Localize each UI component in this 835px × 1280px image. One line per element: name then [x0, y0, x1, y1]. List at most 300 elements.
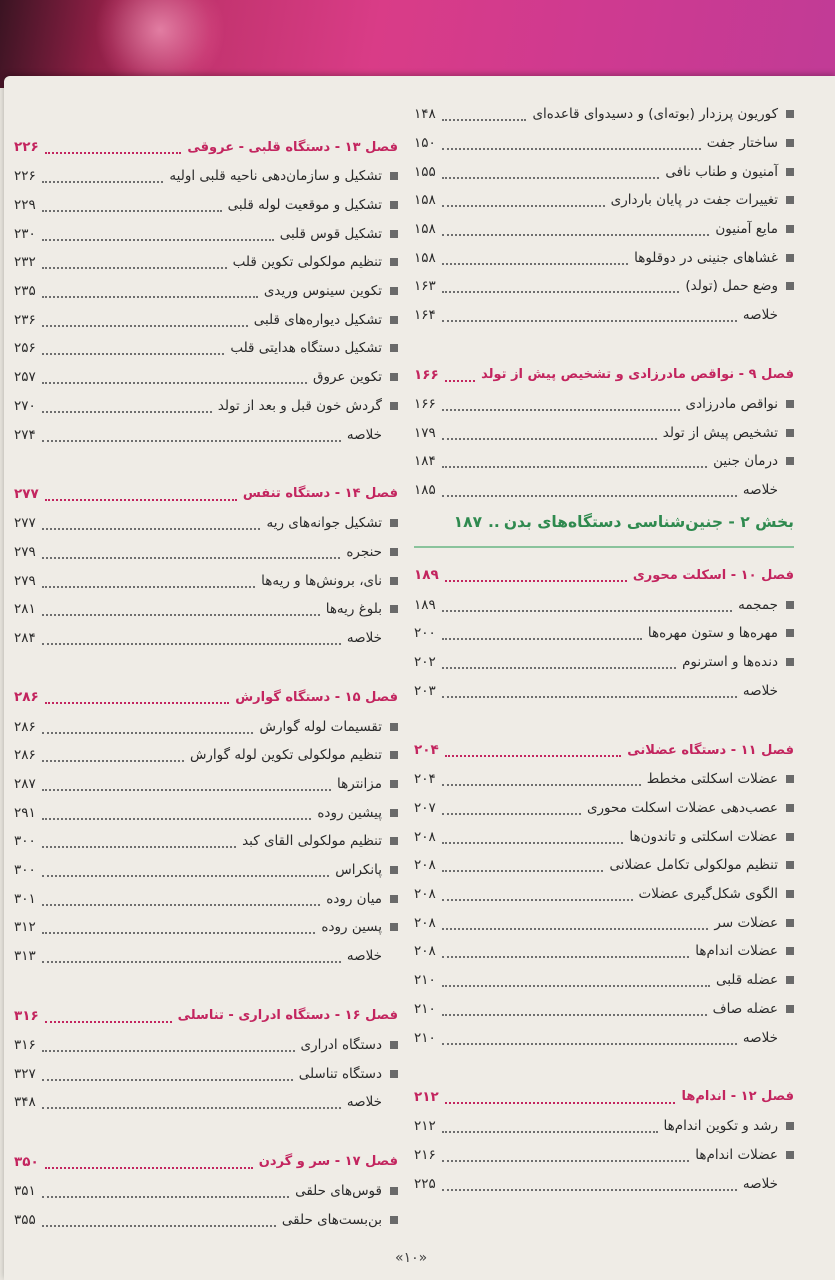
square-bullet-icon	[390, 548, 398, 556]
dot-leader	[442, 956, 689, 958]
square-bullet-icon	[786, 804, 794, 812]
toc-entry[interactable]	[414, 765, 794, 794]
dot-leader	[42, 846, 236, 848]
dot-leader	[442, 784, 641, 786]
dot-leader	[442, 1014, 707, 1016]
toc-page-number: ۲۱۲	[414, 1118, 436, 1135]
dot-leader	[42, 1107, 341, 1109]
toc-page-number: ۲۱۰	[414, 1029, 436, 1046]
dot-leader	[442, 1189, 737, 1191]
dot-leader	[445, 580, 627, 582]
toc-label: عضلات اندام‌ها	[695, 943, 778, 960]
toc-entry[interactable]	[414, 129, 794, 158]
dot-leader	[45, 499, 237, 501]
toc-entry[interactable]	[414, 851, 794, 880]
toc-entry[interactable]	[414, 100, 794, 129]
dot-leader	[42, 353, 225, 355]
toc-label: تقسیمات لوله گوارش	[259, 718, 382, 735]
toc-label: تشکیل دیواره‌های قلبی	[253, 311, 382, 328]
toc-label: دستگاه تناسلی	[298, 1065, 382, 1082]
square-bullet-icon	[390, 402, 398, 410]
toc-chapter-heading[interactable]	[14, 479, 398, 509]
dot-leader	[442, 119, 527, 121]
toc-page-number: ۳۵۱	[14, 1182, 36, 1199]
square-bullet-icon	[786, 110, 794, 118]
toc-entry[interactable]	[14, 770, 398, 799]
toc-summary-entry[interactable]	[414, 476, 794, 505]
toc-label: پانکراس	[335, 862, 382, 879]
toc-label: تشکیل جوانه‌های ریه	[266, 515, 382, 532]
toc-label: خلاصه	[742, 682, 778, 699]
toc-label: نواقص مادرزادی	[685, 395, 778, 412]
toc-page-number: ۳۵۵	[14, 1211, 36, 1228]
section-gap	[14, 971, 398, 1001]
toc-label: تشکیل و سازمان‌دهی ناحیه قلبی اولیه	[169, 168, 382, 185]
toc-label: عضلات اسکلتی مخطط	[646, 771, 778, 788]
toc-label: مایع آمنیون	[715, 221, 778, 238]
square-bullet-icon	[786, 400, 794, 408]
toc-entry[interactable]	[14, 191, 398, 220]
toc-label: خلاصه	[742, 1175, 778, 1192]
toc-page-number: ۱۶۶	[414, 395, 436, 412]
dot-leader	[45, 152, 182, 154]
toc-entry[interactable]	[414, 590, 794, 619]
dot-leader	[42, 818, 312, 820]
toc-label: وضع حمل (تولد)	[685, 278, 778, 295]
toc-label: غشاهای جنینی در دوقلوها	[634, 249, 778, 266]
toc-page-number: ۲۸۶	[14, 718, 36, 735]
toc-label: تشکیل قوس قلبی	[279, 225, 382, 242]
dot-leader	[42, 239, 274, 241]
square-bullet-icon	[390, 1216, 398, 1224]
dot-leader	[442, 899, 633, 901]
dot-leader	[42, 1079, 293, 1081]
toc-entry[interactable]	[414, 794, 794, 823]
square-bullet-icon	[786, 658, 794, 666]
toc-label: تنظیم مولکولی تکوین لوله گوارش	[189, 747, 382, 764]
toc-label: تنظیم مولکولی تکوین قلب	[232, 254, 382, 271]
dot-leader	[42, 382, 307, 384]
toc-page-number: ۲۰۲	[414, 653, 436, 670]
toc-page-number: ۲۰۸	[414, 914, 436, 931]
toc-entry[interactable]	[414, 822, 794, 851]
dot-leader	[445, 755, 621, 757]
toc-label: تکوین عروق	[312, 369, 382, 386]
square-bullet-icon	[390, 751, 398, 759]
toc-summary-entry[interactable]	[14, 942, 398, 971]
toc-label: تشخیص پیش از تولد	[662, 424, 778, 441]
toc-page-number: ۲۳۶	[14, 311, 36, 328]
dot-leader	[442, 667, 676, 669]
square-bullet-icon	[390, 577, 398, 585]
dot-leader	[42, 732, 254, 734]
toc-entry[interactable]	[14, 566, 398, 595]
toc-entry[interactable]	[14, 538, 398, 567]
dot-leader	[42, 1225, 276, 1227]
toc-label: بلوغ ریه‌ها	[325, 601, 382, 618]
toc-entry[interactable]	[414, 995, 794, 1024]
dot-leader	[442, 638, 642, 640]
square-bullet-icon	[786, 890, 794, 898]
section-gap	[414, 330, 794, 360]
toc-page-number: ۳۰۱	[14, 890, 36, 907]
toc-page-number: ۲۲۶	[14, 168, 36, 185]
toc-summary-entry[interactable]	[14, 624, 398, 653]
toc-page-number: ۲۵۷	[14, 369, 36, 386]
dot-leader	[442, 813, 581, 815]
square-bullet-icon	[786, 196, 794, 204]
toc-summary-entry[interactable]	[14, 420, 398, 449]
toc-entry[interactable]	[414, 880, 794, 909]
toc-label: تنظیم مولکولی تکامل عضلانی	[609, 857, 778, 874]
square-bullet-icon	[786, 139, 794, 147]
toc-entry[interactable]	[14, 1031, 398, 1060]
toc-label: مهره‌ها و ستون مهره‌ها	[647, 625, 778, 642]
toc-entry[interactable]	[14, 1059, 398, 1088]
dot-leader	[42, 1196, 289, 1198]
toc-label: خلاصه	[742, 307, 778, 324]
dot-leader	[442, 985, 710, 987]
toc-page-number: ۱۷۹	[414, 424, 436, 441]
dot-leader	[42, 1050, 295, 1052]
toc-page-number: ۱۴۸	[414, 106, 436, 123]
toc-summary-entry[interactable]	[414, 301, 794, 330]
toc-page-number: ۲۲۵	[414, 1175, 436, 1192]
dot-leader	[442, 320, 737, 322]
dot-leader	[442, 928, 709, 930]
dot-leader	[42, 760, 184, 762]
dot-leader	[442, 291, 680, 293]
dot-leader	[42, 961, 341, 963]
square-bullet-icon	[390, 895, 398, 903]
square-bullet-icon	[390, 923, 398, 931]
toc-entry[interactable]	[14, 305, 398, 334]
toc-entry[interactable]	[14, 884, 398, 913]
square-bullet-icon	[390, 258, 398, 266]
toc-page-number: ۲۱۰	[414, 1000, 436, 1017]
dot-leader	[445, 380, 475, 382]
toc-label: دنده‌ها و استرنوم	[682, 653, 778, 670]
toc-page-number: ۳۲۷	[14, 1065, 36, 1082]
square-bullet-icon	[786, 947, 794, 955]
toc-page-number: ۲۰۸	[414, 857, 436, 874]
toc-summary-entry[interactable]	[414, 676, 794, 705]
toc-label: عضلات اسکلتی و تاندون‌ها	[629, 828, 778, 845]
dot-leader	[442, 696, 737, 698]
toc-page-number: ۲۲۶	[14, 139, 39, 155]
toc-summary-entry[interactable]	[414, 1169, 794, 1198]
toc-chapter-heading[interactable]	[414, 560, 794, 590]
dot-leader	[42, 643, 341, 645]
toc-label: فصل ۱۲ - اندام‌ها	[681, 1089, 794, 1105]
toc-page-number: ۲۳۲	[14, 254, 36, 271]
square-bullet-icon	[786, 775, 794, 783]
toc-page-number: ۲۰۴	[414, 771, 436, 788]
toc-page-number: ۱۸۷	[453, 513, 483, 532]
toc-label: تکوین سینوس وریدی	[263, 283, 382, 300]
toc-label: پسین روده	[321, 919, 382, 936]
toc-entry[interactable]	[414, 908, 794, 937]
toc-label: قوس‌های حلقی	[295, 1182, 382, 1199]
toc-page-number: ۳۰۰	[14, 862, 36, 879]
dot-leader	[42, 557, 341, 559]
toc-page-number: ۲۹۱	[14, 804, 36, 821]
toc-page-number: ۱۸۹	[414, 596, 436, 613]
toc-entry[interactable]	[14, 856, 398, 885]
dot-leader	[442, 1160, 689, 1162]
toc-page-number: ۳۵۰	[14, 1153, 39, 1170]
toc-label: فصل ۱۴ - دستگاه تنفس	[242, 486, 398, 502]
toc-chapter-heading[interactable]	[14, 682, 398, 712]
toc-entry[interactable]	[14, 1205, 398, 1234]
toc-entry[interactable]	[414, 447, 794, 476]
toc-chapter-heading[interactable]	[414, 1082, 794, 1112]
dot-leader	[42, 181, 164, 183]
toc-label: عصب‌دهی عضلات اسکلت محوری	[586, 800, 778, 817]
toc-label: عضله قلبی	[715, 972, 778, 989]
toc-page-number: ۲۸۶	[14, 747, 36, 764]
toc-entry[interactable]	[14, 1177, 398, 1206]
toc-label: آمنیون و طناب نافی	[665, 163, 778, 180]
square-bullet-icon	[786, 254, 794, 262]
dot-leader	[42, 267, 227, 269]
toc-label: جمجمه	[738, 596, 778, 613]
toc-chapter-heading[interactable]	[414, 735, 794, 765]
toc-entry[interactable]	[14, 913, 398, 942]
toc-entry[interactable]	[414, 1112, 794, 1141]
square-bullet-icon	[390, 780, 398, 788]
dot-leader	[42, 932, 316, 934]
toc-page-number: ۱۶۶	[414, 366, 439, 383]
toc-page-number: ۲۷۹	[14, 543, 36, 560]
square-bullet-icon	[390, 723, 398, 731]
toc-page-number: ۲۰۴	[414, 742, 439, 758]
toc-chapter-heading[interactable]	[14, 1147, 398, 1177]
section-gap	[414, 705, 794, 735]
part-divider	[414, 546, 794, 548]
toc-page-number: ۲۵۶	[14, 340, 36, 357]
dot-leader	[42, 411, 212, 413]
toc-page-number: ۳۰۰	[14, 833, 36, 850]
toc-chapter-heading[interactable]	[14, 132, 398, 162]
square-bullet-icon	[390, 344, 398, 352]
toc-label: خلاصه	[346, 629, 382, 646]
toc-page-number: ۲۲۹	[14, 197, 36, 214]
toc-label: الگوی شکل‌گیری عضلات	[638, 886, 778, 903]
toc-label: میان روده	[326, 890, 382, 907]
toc-entry[interactable]	[414, 157, 794, 186]
toc-entry[interactable]	[414, 272, 794, 301]
square-bullet-icon	[390, 1041, 398, 1049]
dot-leader	[442, 409, 680, 411]
toc-label: ساختار جفت	[706, 135, 778, 152]
toc-page-number: ۱۶۳	[414, 278, 436, 295]
square-bullet-icon	[390, 866, 398, 874]
square-bullet-icon	[390, 519, 398, 527]
toc-label: تشکیل دستگاه هدایتی قلب	[230, 340, 382, 357]
dot-leader	[445, 1102, 676, 1104]
square-bullet-icon	[390, 287, 398, 295]
toc-entry[interactable]	[414, 966, 794, 995]
toc-page-number: ۲۷۷	[14, 515, 36, 532]
toc-right-column	[414, 100, 794, 1198]
toc-entry[interactable]	[14, 363, 398, 392]
section-gap	[14, 652, 398, 682]
square-bullet-icon	[390, 1187, 398, 1195]
toc-label: مزانترها	[337, 776, 382, 793]
toc-page-number: ۲۸۴	[14, 629, 36, 646]
toc-page-number: ۱۶۴	[414, 307, 436, 324]
dot-leader	[442, 438, 657, 440]
dot-leader: ..	[488, 513, 500, 532]
square-bullet-icon	[786, 601, 794, 609]
toc-label: فصل ۱۶ - دستگاه ادراری - تناسلی	[177, 1008, 398, 1023]
toc-page-number: ۱۵۸	[414, 192, 436, 209]
toc-label: تغییرات جفت در پایان بارداری	[610, 192, 778, 209]
toc-part-heading[interactable]	[414, 504, 794, 540]
toc-page-number: ۳۱۶	[14, 1007, 39, 1024]
dot-leader	[42, 296, 258, 298]
dot-leader	[442, 148, 701, 150]
toc-label: تنظیم مولکولی القای کبد	[242, 833, 382, 850]
toc-entry[interactable]	[14, 277, 398, 306]
toc-page-number: ۳۴۸	[14, 1094, 36, 1111]
toc-chapter-heading[interactable]	[14, 1001, 398, 1031]
toc-label: عضلات سر	[714, 914, 778, 931]
toc-entry[interactable]	[414, 390, 794, 419]
toc-entry[interactable]	[14, 595, 398, 624]
toc-entry[interactable]	[14, 219, 398, 248]
dot-leader	[442, 177, 660, 179]
section-gap	[414, 1052, 794, 1082]
page-number: «۱۰»	[395, 1250, 428, 1266]
toc-entry[interactable]	[14, 827, 398, 856]
toc-entry[interactable]	[414, 619, 794, 648]
toc-entry[interactable]	[14, 509, 398, 538]
toc-label: بخش ۲ - جنین‌شناسی دستگاه‌های بدن	[503, 513, 794, 532]
dot-leader	[45, 1167, 253, 1169]
square-bullet-icon	[786, 457, 794, 465]
toc-entry[interactable]	[14, 334, 398, 363]
section-gap	[14, 1117, 398, 1147]
toc-label: خلاصه	[346, 426, 382, 443]
toc-entry[interactable]	[14, 248, 398, 277]
square-bullet-icon	[786, 1122, 794, 1130]
toc-summary-entry[interactable]	[14, 1088, 398, 1117]
dot-leader	[45, 702, 229, 704]
toc-label: رشد و تکوین اندام‌ها	[663, 1118, 778, 1135]
toc-page-number: ۲۷۷	[14, 485, 39, 502]
dot-leader	[42, 528, 261, 530]
toc-page-number: ۳۱۲	[14, 919, 36, 936]
square-bullet-icon	[390, 809, 398, 817]
dot-leader	[42, 875, 329, 877]
toc-label: نای، برونش‌ها و ریه‌ها	[261, 572, 382, 589]
toc-label: خلاصه	[346, 948, 382, 965]
toc-label: خلاصه	[742, 1029, 778, 1046]
toc-label: درمان جنین	[713, 453, 778, 470]
toc-entry[interactable]	[14, 162, 398, 191]
toc-entry[interactable]	[414, 243, 794, 272]
toc-label: بن‌بست‌های حلقی	[281, 1211, 382, 1228]
square-bullet-icon	[786, 168, 794, 176]
square-bullet-icon	[786, 919, 794, 927]
toc-page-number: ۱۵۸	[414, 249, 436, 266]
toc-page-number: ۲۰۰	[414, 625, 436, 642]
dot-leader	[42, 789, 331, 791]
toc-page-number: ۲۷۰	[14, 397, 36, 414]
toc-entry[interactable]	[414, 1141, 794, 1170]
section-gap	[14, 449, 398, 479]
toc-label: دستگاه ادراری	[300, 1036, 382, 1053]
toc-entry[interactable]	[414, 648, 794, 677]
toc-page-number: ۱۵۵	[414, 163, 436, 180]
dot-leader	[442, 1043, 737, 1045]
square-bullet-icon	[786, 1151, 794, 1159]
toc-page-number: ۲۱۲	[414, 1088, 439, 1105]
toc-page-number: ۲۰۳	[414, 682, 436, 699]
toc-page-number: ۲۰۷	[414, 800, 436, 817]
square-bullet-icon	[390, 172, 398, 180]
dot-leader	[442, 870, 604, 872]
dot-leader	[442, 1131, 658, 1133]
square-bullet-icon	[390, 201, 398, 209]
square-bullet-icon	[390, 373, 398, 381]
toc-label: عضله صاف	[712, 1000, 778, 1017]
dot-leader	[42, 440, 341, 442]
toc-label: حنجره	[346, 543, 382, 560]
toc-entry[interactable]	[14, 798, 398, 827]
toc-entry[interactable]	[14, 392, 398, 421]
toc-page-number: ۱۵۰	[414, 135, 436, 152]
toc-page-number: ۱۵۸	[414, 221, 436, 238]
toc-page-number: ۲۱۶	[414, 1146, 436, 1163]
square-bullet-icon	[786, 861, 794, 869]
toc-label: فصل ۹ - نواقص مادرزادی و تشخیص پیش از تولد	[481, 367, 794, 382]
toc-page-number: ۱۸۹	[414, 567, 439, 584]
dot-leader	[442, 610, 732, 612]
toc-label: خلاصه	[742, 481, 778, 498]
square-bullet-icon	[786, 282, 794, 290]
toc-label: فصل ۱۷ - سر و گردن	[258, 1154, 398, 1170]
toc-entry[interactable]	[14, 712, 398, 741]
square-bullet-icon	[390, 230, 398, 238]
toc-entry[interactable]	[414, 937, 794, 966]
toc-label: کوریون پرزدار (بوته‌ای) و دسیدوای قاعده‌ای	[532, 106, 778, 123]
square-bullet-icon	[390, 605, 398, 613]
toc-page-number: ۲۰۸	[414, 828, 436, 845]
toc-chapter-heading[interactable]	[414, 360, 794, 390]
dot-leader	[42, 614, 320, 616]
toc-label: تشکیل و موقعیت لوله قلبی	[227, 197, 382, 214]
dot-leader	[442, 234, 710, 236]
toc-label: فصل ۱۱ - دستگاه عضلانی	[627, 742, 794, 758]
toc-page-number: ۳۱۶	[14, 1036, 36, 1053]
top-banner	[0, 0, 835, 88]
toc-entry[interactable]	[14, 741, 398, 770]
square-bullet-icon	[786, 629, 794, 637]
toc-entry[interactable]	[414, 186, 794, 215]
dot-leader	[442, 205, 605, 207]
toc-label: فصل ۱۵ - دستگاه گوارش	[235, 689, 398, 705]
dot-leader	[442, 495, 737, 497]
toc-page-number: ۱۸۵	[414, 481, 436, 498]
toc-entry[interactable]	[414, 215, 794, 244]
toc-entry[interactable]	[414, 418, 794, 447]
toc-summary-entry[interactable]	[414, 1023, 794, 1052]
toc-page-number: ۲۸۱	[14, 601, 36, 618]
dot-leader	[442, 842, 624, 844]
